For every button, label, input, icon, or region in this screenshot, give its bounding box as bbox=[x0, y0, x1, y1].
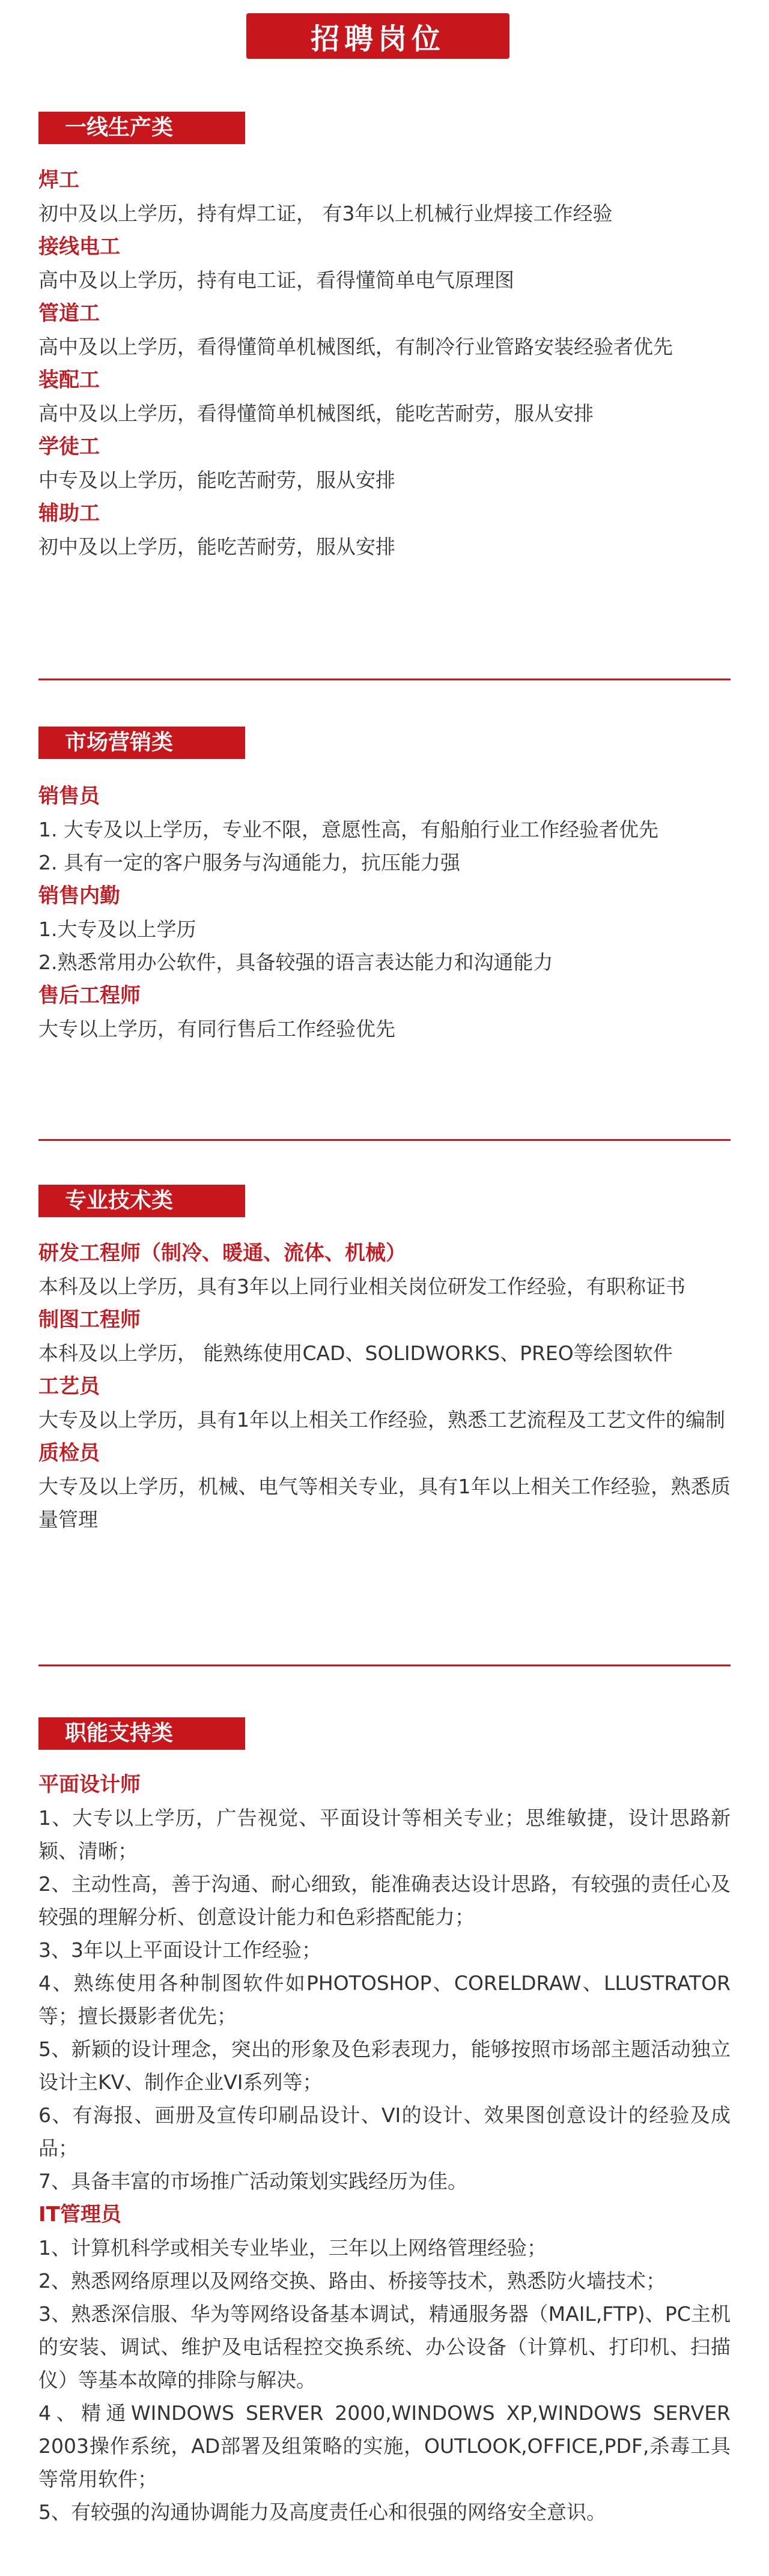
job-requirement: 本科及以上学历， 能熟练使用CAD、SOLIDWORKS、PREO等绘图软件 bbox=[38, 1341, 673, 1365]
job-requirement: 3、3年以上平面设计工作经验； bbox=[38, 1938, 321, 1962]
job-title: 售后工程师 bbox=[38, 984, 141, 1008]
job-title: 管道工 bbox=[38, 301, 100, 325]
job-title: 销售内勤 bbox=[38, 884, 120, 908]
job-requirement: 4、熟练使用各种制图软件如PHOTOSHOP、CORELDRAW、LLUSTRATOR等；擅长摄影者优先； bbox=[38, 1971, 731, 2028]
job-title: 学徒工 bbox=[38, 435, 100, 459]
category-label: 一线生产类 bbox=[38, 112, 245, 144]
job-requirement: 3、熟悉深信服、华为等网络设备基本调试，精通服务器（MAIL,FTP)、PC主机的安装、调试、维护及电话程控交换系统、办公设备（计算机、打印机、扫描仪）等基本故障的排除与解决。 bbox=[38, 2302, 731, 2392]
job-requirement: 7、具备丰富的市场推广活动策划实践经历为佳。 bbox=[38, 2169, 467, 2193]
job-title: 装配工 bbox=[38, 368, 100, 392]
job-requirement: 5、新颖的设计理念，突出的形象及色彩表现力，能够按照市场部主题活动独立设计主KV、制作企业VI系列等； bbox=[38, 2037, 731, 2094]
section-technical bbox=[38, 1185, 731, 1536]
job-requirement: 高中及以上学历，持有电工证，看得懂简单电气原理图 bbox=[38, 268, 514, 292]
job-requirement: 6、有海报、画册及宣传印刷品设计、VI的设计、效果图创意设计的经验及成品； bbox=[38, 2103, 731, 2160]
job-requirement: 1、计算机科学或相关专业毕业，三年以上网络管理经验； bbox=[38, 2236, 547, 2260]
job-requirement: 4、精通WINDOWS SERVER 2000,WINDOWS XP,WINDOWS SERVER 2003操作系统，AD部署及组策略的实施，OUTLOOK,OFFICE,PDF,杀毒工具等常用软件； bbox=[38, 2401, 731, 2491]
job-requirement: 初中及以上学历，能吃苦耐劳，服从安排 bbox=[38, 535, 395, 558]
job-requirement: 中专及以上学历，能吃苦耐劳，服从安排 bbox=[38, 468, 395, 492]
job-requirement: 1.大专及以上学历 bbox=[38, 918, 196, 941]
job-requirement: 高中及以上学历，看得懂简单机械图纸，有制冷行业管路安装经验者优先 bbox=[38, 335, 673, 358]
job-requirement: 1、大专以上学历，广告视觉、平面设计等相关专业；思维敏捷，设计思路新颖、清晰； bbox=[38, 1806, 731, 1863]
job-requirement: 2、熟悉网络原理以及网络交换、路由、桥接等技术，熟悉防火墙技术； bbox=[38, 2269, 666, 2293]
category-label: 专业技术类 bbox=[38, 1185, 245, 1217]
section-divider bbox=[38, 1664, 731, 1666]
page-title: 招聘岗位 bbox=[310, 22, 445, 56]
job-title: 销售员 bbox=[38, 784, 100, 808]
section-divider bbox=[38, 679, 731, 680]
job-title: 制图工程师 bbox=[38, 1308, 141, 1332]
section-support bbox=[38, 1717, 731, 2529]
job-requirement: 大专及以上学历，机械、电气等相关专业，具有1年以上相关工作经验，熟悉质量管理 bbox=[38, 1475, 731, 1531]
job-requirement: 大专及以上学历，具有1年以上相关工作经验，熟悉工艺流程及工艺文件的编制 bbox=[38, 1408, 725, 1432]
job-title: IT管理员 bbox=[38, 2203, 121, 2227]
page-title-banner bbox=[246, 13, 509, 59]
job-requirement: 初中及以上学历，持有焊工证， 有3年以上机械行业焊接工作经验 bbox=[38, 202, 613, 225]
job-title: 质检员 bbox=[38, 1441, 100, 1465]
job-requirement: 1. 大专及以上学历，专业不限，意愿性高，有船舶行业工作经验者优先 bbox=[38, 818, 658, 841]
job-requirement: 5、有较强的沟通协调能力及高度责任心和很强的网络安全意识。 bbox=[38, 2500, 606, 2524]
job-title: 接线电工 bbox=[38, 235, 120, 259]
job-title: 辅助工 bbox=[38, 501, 100, 525]
job-requirement: 2.熟悉常用办公软件，具备较强的语言表达能力和沟通能力 bbox=[38, 951, 553, 974]
section-divider bbox=[38, 1139, 731, 1141]
job-title: 研发工程师（制冷、暖通、流体、机械） bbox=[38, 1241, 406, 1265]
job-requirement: 大专以上学历，有同行售后工作经验优先 bbox=[38, 1017, 395, 1041]
section-marketing bbox=[38, 727, 731, 1045]
job-title: 焊工 bbox=[38, 168, 79, 192]
section-production bbox=[38, 112, 731, 563]
job-requirement: 2. 具有一定的客户服务与沟通能力，抗压能力强 bbox=[38, 851, 460, 874]
category-label: 职能支持类 bbox=[38, 1717, 245, 1750]
job-requirement: 本科及以上学历，具有3年以上同行业相关岗位研发工作经验，有职称证书 bbox=[38, 1275, 685, 1298]
job-title: 平面设计师 bbox=[38, 1773, 141, 1797]
category-label: 市场营销类 bbox=[38, 727, 245, 759]
job-requirement: 2、主动性高，善于沟通、耐心细致，能准确表达设计思路，有较强的责任心及较强的理解分析、创意设计能力和色彩搭配能力； bbox=[38, 1872, 731, 1929]
job-title: 工艺员 bbox=[38, 1374, 100, 1398]
job-requirement: 高中及以上学历，看得懂简单机械图纸，能吃苦耐劳，服从安排 bbox=[38, 402, 594, 425]
